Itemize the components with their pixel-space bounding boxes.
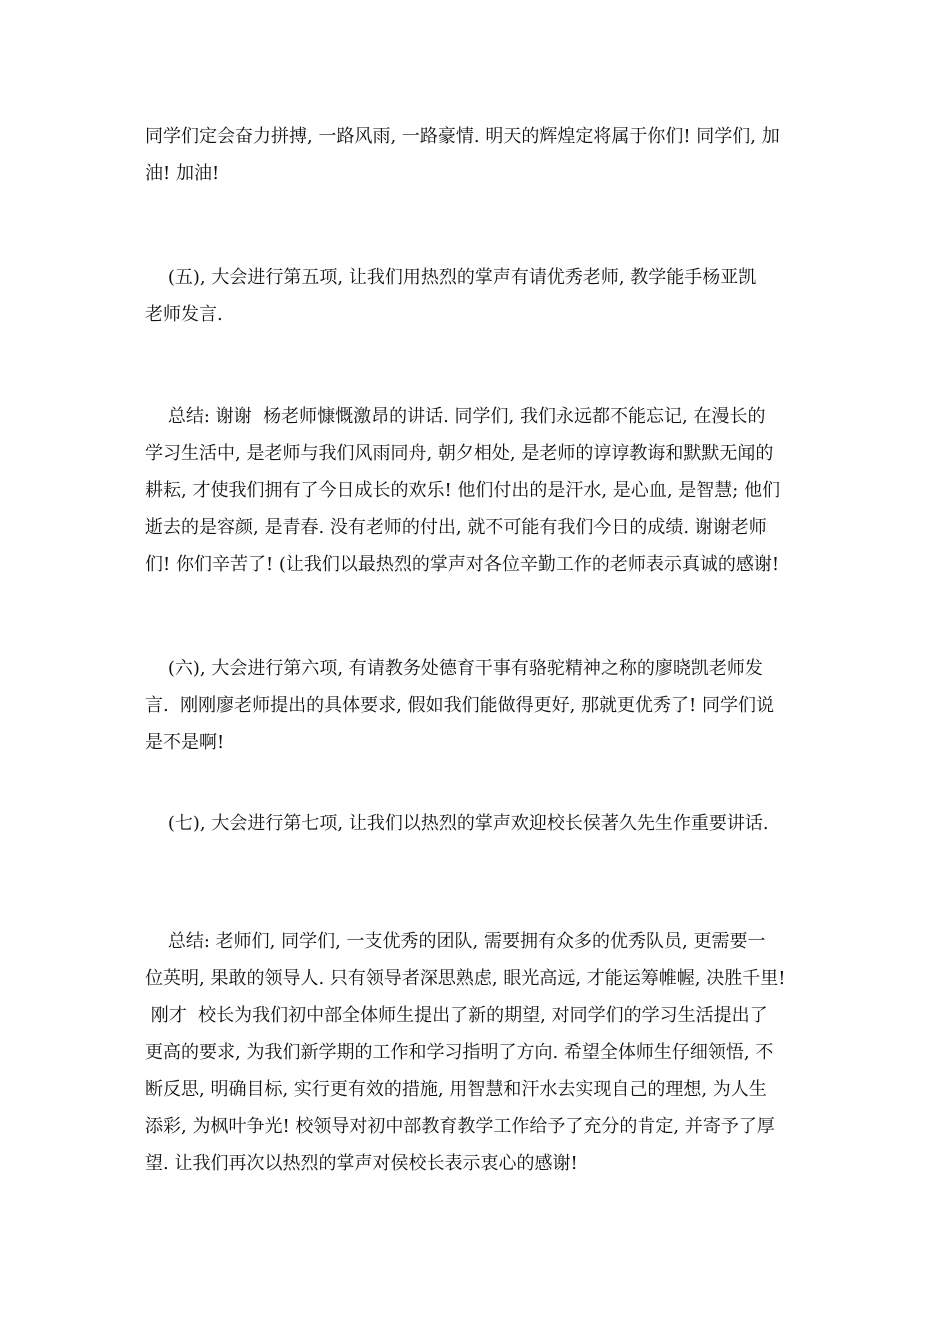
text-line: 老师发言.: [145, 304, 223, 325]
paragraph-item-six: [145, 650, 815, 761]
paragraph-item-seven: [145, 805, 815, 842]
paragraph-summary-teachers: [145, 398, 815, 583]
text-line: 望. 让我们再次以热烈的掌声对侯校长表示衷心的感谢!: [145, 1153, 578, 1174]
paragraph-closing-cheer: [145, 118, 815, 192]
paragraph-summary-principal: [145, 923, 815, 1182]
text-line: 们! 你们辛苦了! (让我们以最热烈的掌声对各位辛勤工作的老师表示真诚的感谢!: [145, 554, 780, 575]
text-line: (七), 大会进行第七项, 让我们以热烈的掌声欢迎校长侯著久先生作重要讲话.: [145, 813, 769, 834]
text-line: 逝去的是容颜, 是青春. 没有老师的付出, 就不可能有我们今日的成绩. 谢谢老师: [145, 517, 767, 538]
text-line: 是不是啊!: [145, 732, 225, 753]
text-line: (五), 大会进行第五项, 让我们用热烈的掌声有请优秀老师, 教学能手杨亚凯: [145, 267, 757, 288]
text-line: 言. 刚刚廖老师提出的具体要求, 假如我们能做得更好, 那就更优秀了! 同学们说: [145, 695, 775, 716]
text-line: 断反思, 明确目标, 实行更有效的措施, 用智慧和汗水去实现自己的理想, 为人生: [145, 1079, 767, 1100]
text-line: 同学们定会奋力拼搏, 一路风雨, 一路豪情. 明天的辉煌定将属于你们! 同学们, 加: [145, 126, 780, 147]
text-line: 位英明, 果敢的领导人. 只有领导者深思熟虑, 眼光高远, 才能运筹帷幄, 决胜千里!: [145, 968, 786, 989]
text-line: 添彩, 为枫叶争光! 校领导对初中部教育教学工作给予了充分的肯定, 并寄予了厚: [145, 1116, 775, 1137]
text-line: 油! 加油!: [145, 163, 220, 184]
text-line: 总结: 谢谢 杨老师慷慨激昂的讲话. 同学们, 我们永远都不能忘记, 在漫长的: [145, 406, 766, 427]
text-line: 刚才 校长为我们初中部全体师生提出了新的期望, 对同学们的学习生活提出了: [145, 1005, 768, 1026]
text-line: (六), 大会进行第六项, 有请教务处德育干事有骆驼精神之称的廖晓凯老师发: [145, 658, 763, 679]
text-line: 耕耘, 才使我们拥有了今日成长的欢乐! 他们付出的是汗水, 是心血, 是智慧; 他们: [145, 480, 781, 501]
text-line: 学习生活中, 是老师与我们风雨同舟, 朝夕相处, 是老师的谆谆教诲和默默无闻的: [145, 443, 774, 464]
text-line: 总结: 老师们, 同学们, 一支优秀的团队, 需要拥有众多的优秀队员, 更需要一: [145, 931, 766, 952]
paragraph-item-five: [145, 259, 815, 333]
text-line: 更高的要求, 为我们新学期的工作和学习指明了方向. 希望全体师生仔细领悟, 不: [145, 1042, 774, 1063]
